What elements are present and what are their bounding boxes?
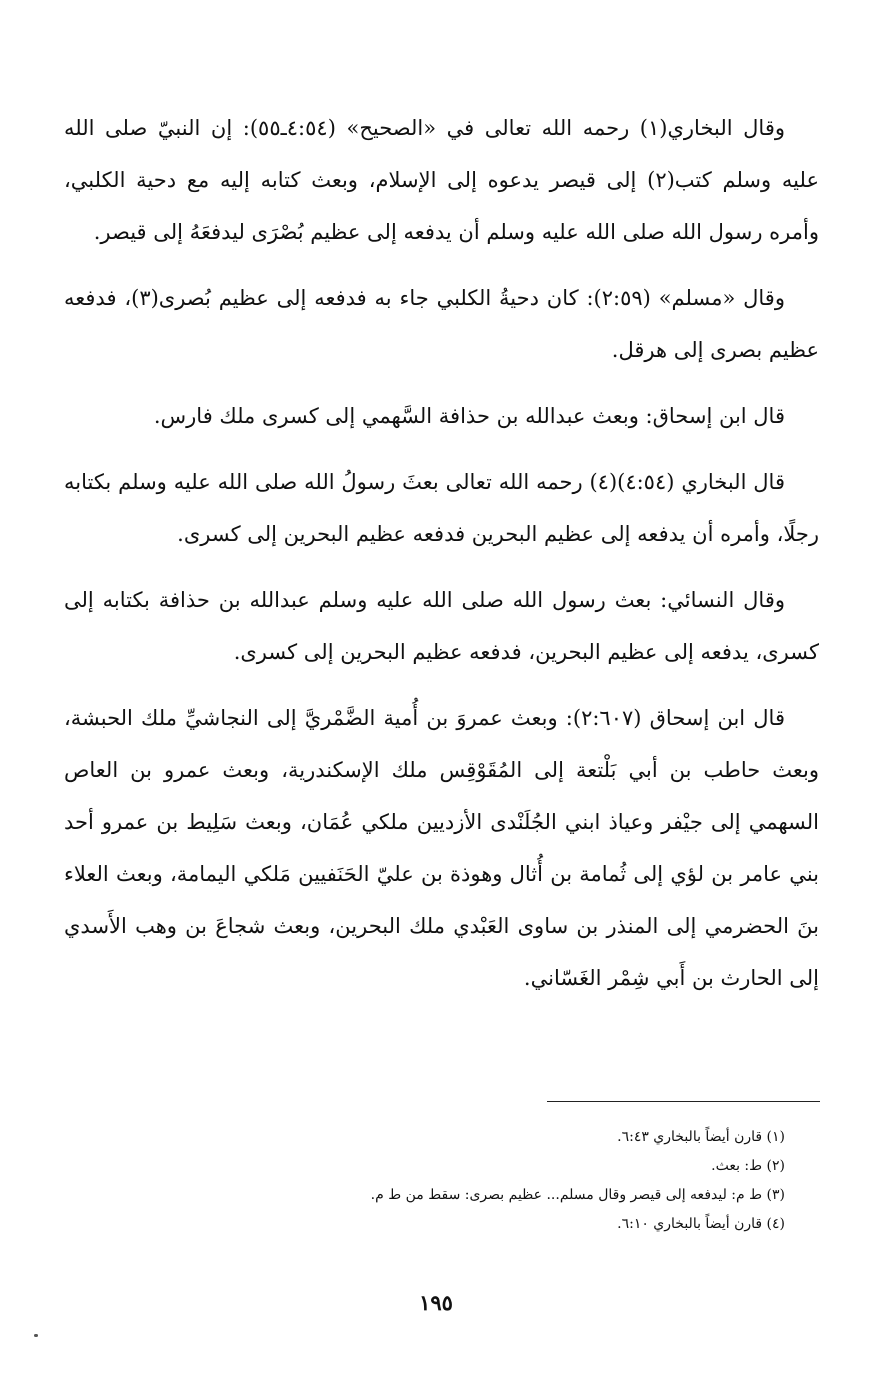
footnote-1: (١) قارن أيضاً بالبخاري ٦:٤٣. <box>617 1129 785 1145</box>
paragraph-bukhari-kisra: قال البخاري (٤:٥٤)(٤) رحمه الله تعالى بعثَ رسولُ الله صلى الله عليه وسلم بكتابه رجلًا، وأمره أن يدفعه إلى عظيم البحرين فدفعه عظيم البحرين إلى كسرى. <box>64 470 819 546</box>
footnotes <box>100 1123 785 1239</box>
paragraph-ibn-ishaq-envoys: قال ابن إسحاق (٢:٦٠٧): وبعث عمروَ بن أُمية الضَّمْريَّ إلى النجاشيِّ ملك الحبشة، وبعث حاطب بن أبي بَلْتعة إلى المُقَوْقِس ملك الإسكندرية، وبعث عمرو بن العاص السهمي إلى جيْفر وعياذ ابني الجُلَنْدى الأزديين ملكي عُمَان، وبعث سَلِيط بن عمرو أحد بني عامر بن لؤي إلى ثُمامة بن أُثال وهوذة بن عليّ الحَنَفيين مَلكي اليمامة، وبعث العلاء بنَ الحضرمي إلى المنذر بن ساوى العَبْدي ملك البحرين، وبعث شجاعَ بن وهب الأَسدي إلى الحارث بن أَبي شِمْر الغَسّاني. <box>64 706 819 990</box>
paragraph-ibn-ishaq-kisra: قال ابن إسحاق: وبعث عبدالله بن حذافة السَّهمي إلى كسرى ملك فارس. <box>153 404 785 428</box>
footnote-separator <box>547 1101 820 1102</box>
page-number: ١٩٥ <box>419 1290 453 1315</box>
paragraph-muslim: وقال «مسلم» (٢:٥٩): كان دحيةُ الكلبي جاء به فدفعه إلى عظيم بُصرى(٣)، فدفعه عظيم بصرى إلى هرقل. <box>64 286 819 362</box>
scan-speck <box>34 1334 38 1337</box>
main-text <box>64 102 819 1004</box>
footnote-2: (٢) ط: بعث. <box>711 1158 785 1174</box>
footnote-4: (٤) قارن أيضاً بالبخاري ٦:١٠. <box>617 1216 785 1232</box>
paragraph-nasai: وقال النسائي: بعث رسول الله صلى الله عليه وسلم عبدالله بن حذافة بكتابه إلى كسرى، يدفعه إلى عظيم البحرين، فدفعه عظيم البحرين إلى كسرى. <box>64 588 819 664</box>
footnote-3: (٣) ط م: ليدفعه إلى قيصر وقال مسلم... عظيم بصرى: سقط من ط م. <box>370 1187 785 1203</box>
paragraph-bukhari-heraclius: وقال البخاري(١) رحمه الله تعالى في «الصحيح» (٤:٥٤ـ٥٥): إن النبيّ صلى الله عليه وسلم كتب(٢) إلى قيصر يدعوه إلى الإسلام، وبعث كتابه إليه مع دحية الكلبي، وأمره رسول الله صلى الله عليه وسلم أن يدفعه إلى عظيم بُصْرَى ليدفعَهُ إلى قيصر. <box>64 116 820 244</box>
